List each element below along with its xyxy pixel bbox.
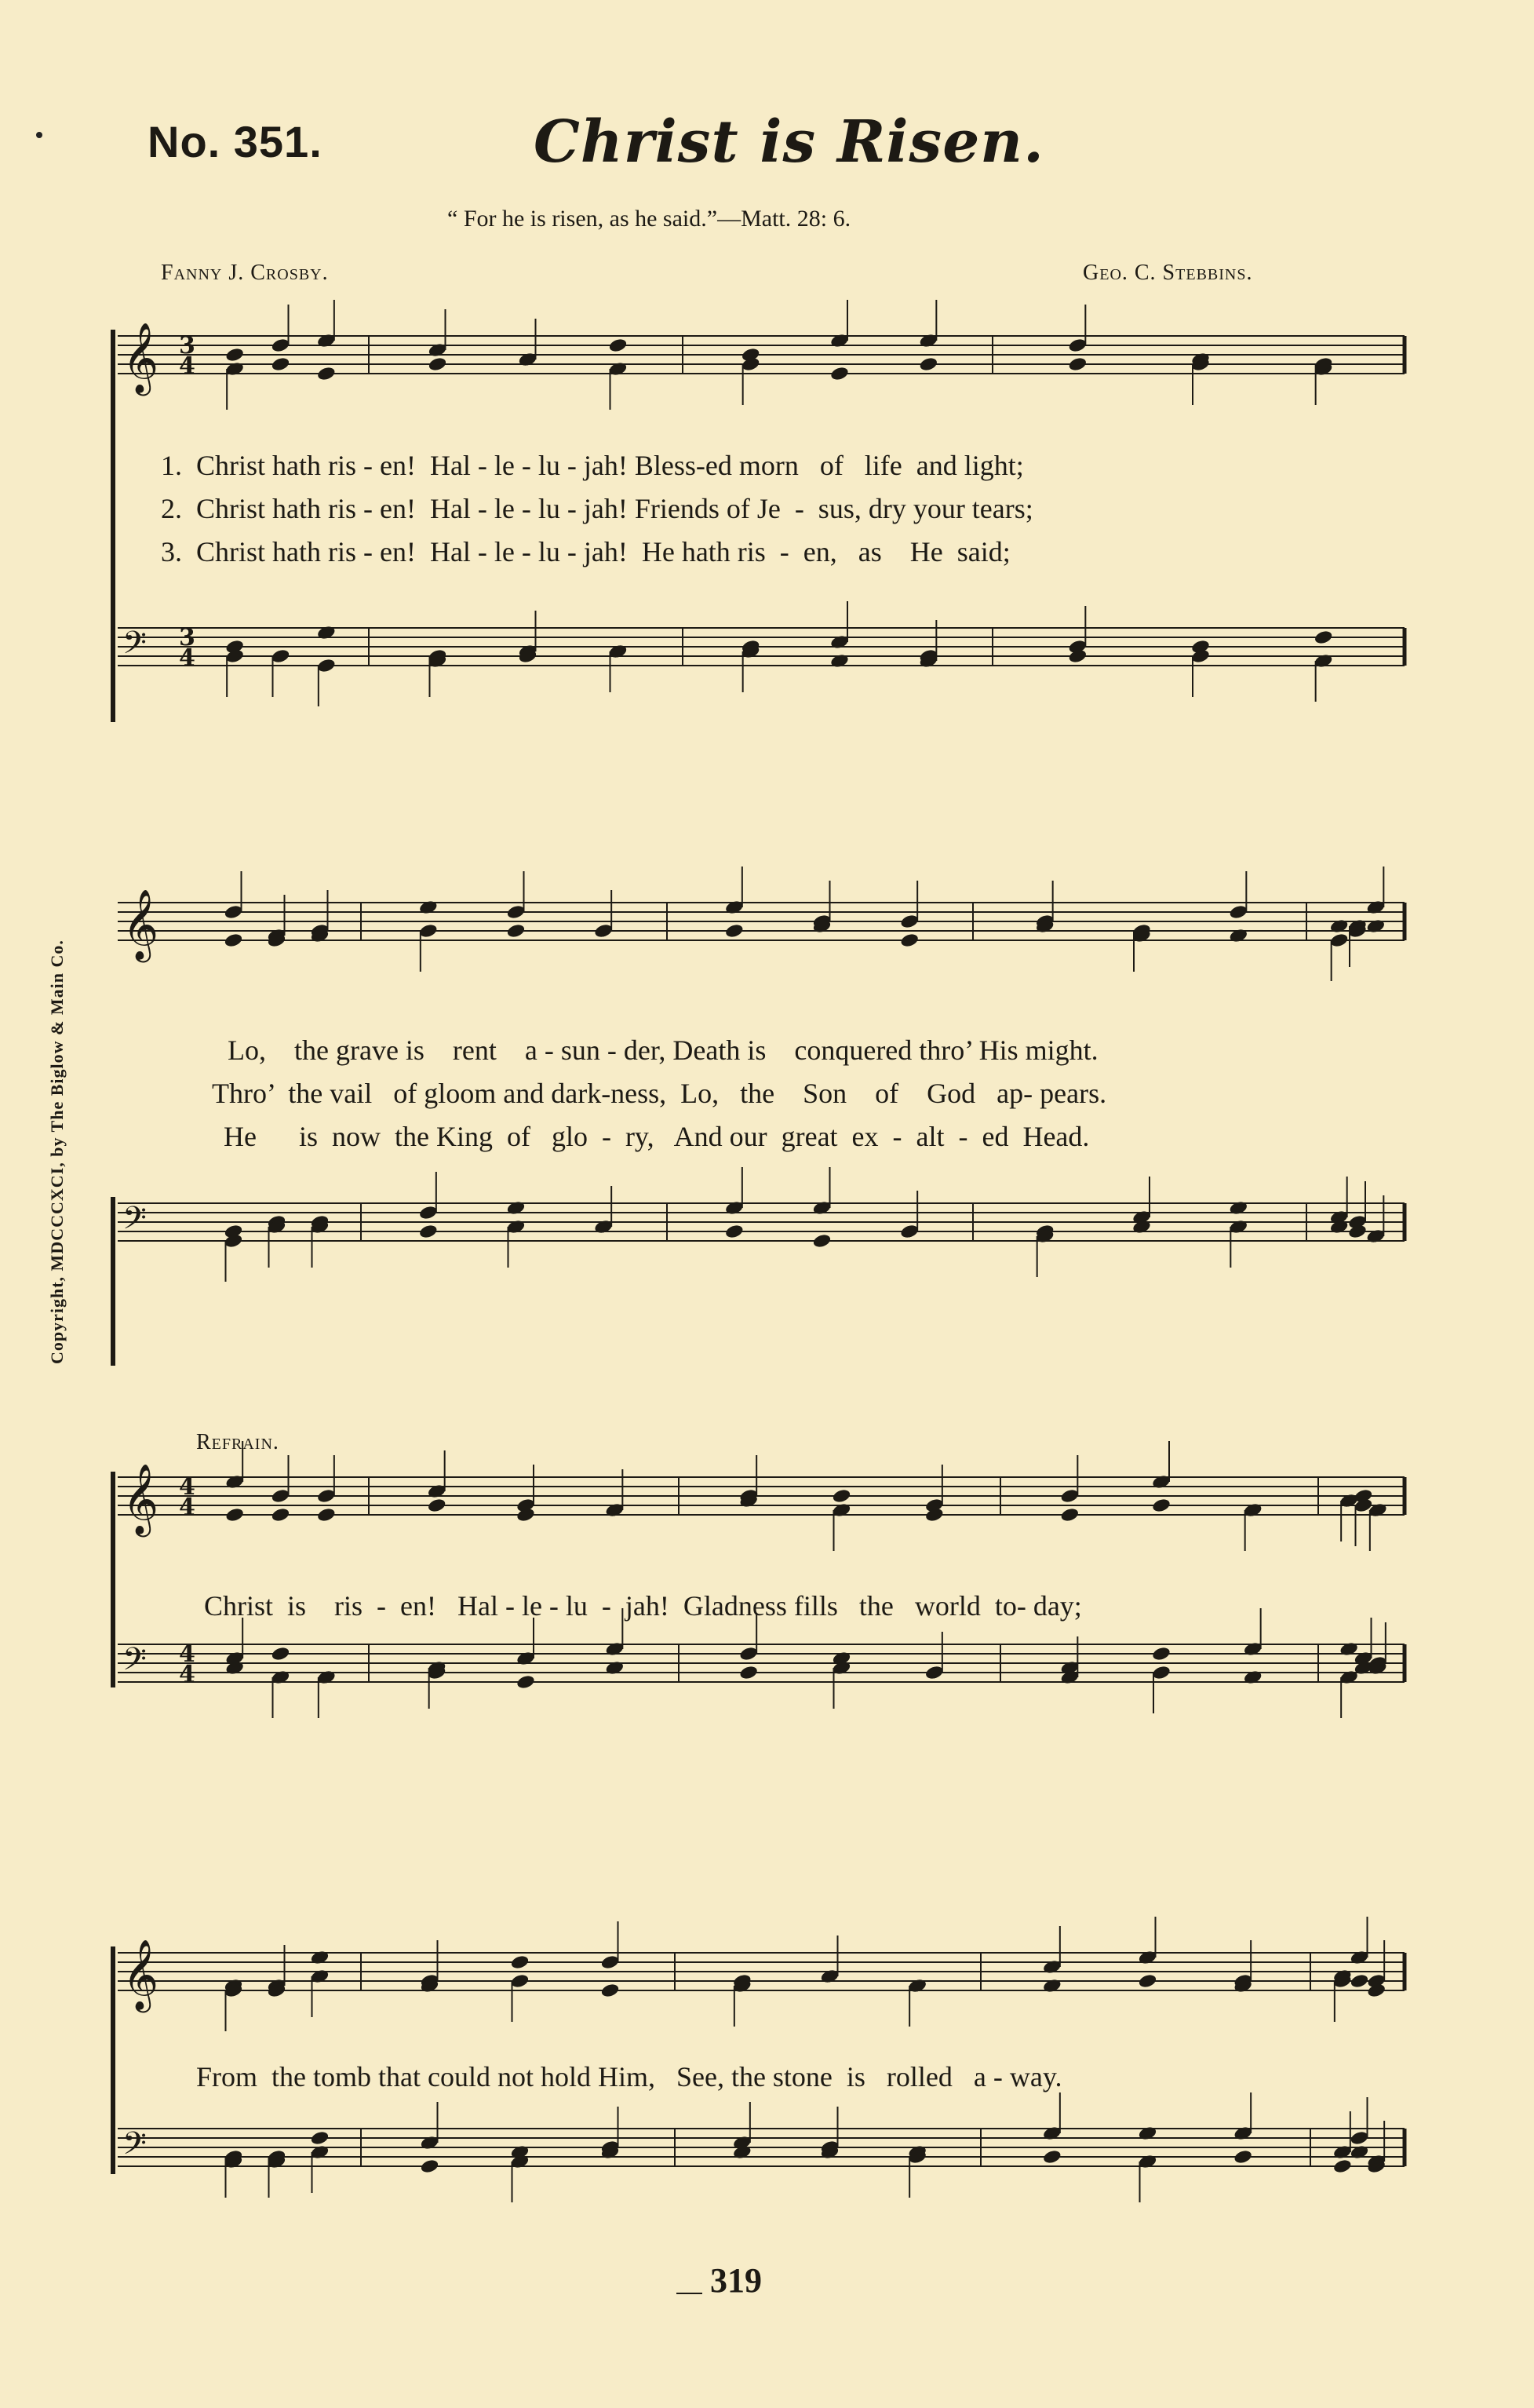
- note-head: [1042, 2149, 1062, 2165]
- note-head: [1138, 2154, 1157, 2170]
- time-signature-bottom: 4: [179, 352, 195, 380]
- note-head: [506, 1219, 526, 1235]
- note-head: [420, 2135, 439, 2151]
- note-head: [608, 361, 628, 378]
- note-head: [600, 1954, 620, 1971]
- composer-credit: Geo. C. Stebbins.: [1083, 261, 1253, 285]
- refrain-line-1: Christ is ris - en! Hal - le - lu - jah! Gladness fills the world to- day;: [204, 1590, 1082, 1622]
- note-head: [812, 1233, 832, 1250]
- note-head: [316, 1669, 336, 1686]
- note-head: [829, 333, 849, 349]
- note-head: [1060, 1507, 1080, 1523]
- note-head: [506, 1200, 526, 1217]
- note-head: [1332, 2158, 1352, 2175]
- note-head: [1314, 629, 1333, 646]
- note-head: [418, 899, 438, 916]
- note-head: [1151, 1646, 1171, 1662]
- note-head: [1229, 928, 1248, 944]
- note-head: [271, 1646, 290, 1662]
- note-head: [510, 1973, 530, 1990]
- epigraph: “ For he is risen, as he said.”—Matt. 28: 6.: [447, 206, 851, 232]
- note-head: [418, 923, 438, 939]
- note-head: [310, 2130, 330, 2147]
- note-head: [608, 644, 628, 660]
- treble-clef-icon: 𝄞: [122, 1939, 159, 2010]
- verse-2-line-2: Thro’ the vail of gloom and dark-ness, Lo, the Son of God ap- pears.: [212, 1078, 1107, 1109]
- time-signature-bottom: 4: [179, 644, 195, 672]
- note-head: [271, 1488, 290, 1505]
- note-head: [1138, 1973, 1157, 1990]
- note-head: [820, 1968, 840, 1985]
- note-head: [1138, 1950, 1157, 1966]
- note-head: [605, 1641, 625, 1658]
- note-head: [724, 1224, 744, 1240]
- page-number: 319: [710, 2261, 762, 2300]
- note-head: [1151, 1474, 1171, 1490]
- treble-clef-icon: 𝄞: [122, 889, 159, 960]
- treble-clef-icon: 𝄞: [122, 323, 159, 393]
- time-signature-bottom: 4: [179, 1494, 195, 1521]
- note-head: [271, 1669, 290, 1686]
- author-credit: Fanny J. Crosby.: [161, 261, 329, 285]
- note-head: [924, 1665, 944, 1681]
- note-head: [271, 1507, 290, 1523]
- note-head: [506, 923, 526, 939]
- note-head: [1138, 2125, 1157, 2142]
- note-head: [1042, 1959, 1062, 1976]
- hymn-number: No. 351.: [148, 117, 322, 166]
- refrain-line-2: From the tomb that could not hold Him, See, the stone is rolled a - way.: [196, 2061, 1062, 2092]
- verse-1-line-1: 1. Christ hath ris - en! Hal - le - lu - jah! Bless-ed morn of life and light;: [161, 450, 1024, 481]
- note-head: [1366, 918, 1386, 935]
- time-signature-top: 3: [179, 624, 195, 651]
- note-head: [724, 923, 744, 939]
- note-head: [1243, 1669, 1263, 1686]
- note-head: [1060, 1488, 1080, 1505]
- note-head: [1233, 2149, 1252, 2165]
- note-head: [428, 356, 447, 373]
- note-head: [316, 366, 336, 382]
- note-head: [1229, 904, 1248, 921]
- copyright-notice: Copyright, MDCCCXCI, by The Biglow & Main Co.: [47, 939, 67, 1364]
- note-head: [829, 366, 849, 382]
- note-head: [224, 932, 243, 949]
- note-head: [1151, 1498, 1171, 1514]
- note-head: [271, 337, 290, 354]
- note-head: [1350, 2130, 1369, 2147]
- note-head: [919, 333, 938, 349]
- bass-clef-icon: 𝄢: [122, 1641, 147, 1685]
- note-head: [316, 1488, 336, 1505]
- note-head: [1350, 2144, 1369, 2161]
- note-head: [316, 333, 336, 349]
- note-head: [1068, 337, 1088, 354]
- note-head: [899, 1224, 919, 1240]
- note-head: [1350, 1950, 1369, 1966]
- note-head: [516, 1674, 535, 1691]
- bass-clef-icon: 𝄢: [122, 1200, 147, 1244]
- note-head: [738, 1646, 758, 1662]
- note-head: [1366, 1228, 1386, 1245]
- note-head: [427, 1498, 446, 1514]
- note-head: [316, 1507, 336, 1523]
- note-head: [271, 356, 290, 373]
- note-head: [316, 658, 336, 674]
- note-head: [832, 1502, 851, 1519]
- note-head: [1329, 918, 1349, 935]
- verse-2-line-1: 2. Christ hath ris - en! Hal - le - lu - jah! Friends of Je - sus, dry your tears;: [161, 493, 1033, 524]
- note-head: [506, 904, 526, 921]
- bass-clef-icon: 𝄢: [122, 625, 147, 669]
- hymn-title: Christ is Risen.: [534, 108, 1044, 176]
- note-head: [724, 899, 744, 916]
- note-head: [593, 1219, 613, 1235]
- note-head: [1243, 1502, 1263, 1519]
- note-head: [593, 923, 613, 939]
- note-head: [812, 1200, 832, 1217]
- note-head: [310, 1968, 330, 1985]
- note-head: [516, 1651, 535, 1667]
- note-head: [1229, 1219, 1248, 1235]
- note-head: [418, 1224, 438, 1240]
- refrain-label: Refrain.: [196, 1430, 279, 1454]
- note-head: [1229, 1200, 1248, 1217]
- note-head: [1314, 653, 1333, 669]
- note-head: [420, 2158, 439, 2175]
- note-head: [310, 2144, 330, 2161]
- note-head: [829, 653, 849, 669]
- note-head: [1042, 2125, 1062, 2142]
- note-head: [224, 361, 244, 378]
- note-head: [510, 1954, 530, 1971]
- note-head: [608, 337, 628, 354]
- note-head: [1350, 1973, 1369, 1990]
- verse-3-line-1: 3. Christ hath ris - en! Hal - le - lu - jah! He hath ris - en, as He said;: [161, 536, 1011, 567]
- note-head: [724, 1200, 744, 1217]
- note-head: [605, 1660, 625, 1676]
- note-head: [224, 1474, 244, 1490]
- note-head: [1068, 356, 1088, 373]
- note-head: [899, 914, 919, 930]
- note-head: [316, 625, 336, 641]
- verse-3-line-2: He is now the King of glo - ry, And our great ex - alt - ed Head.: [224, 1121, 1090, 1152]
- note-head: [310, 1950, 330, 1966]
- note-head: [832, 1488, 851, 1505]
- note-head: [1329, 932, 1349, 949]
- time-signature-top: 3: [179, 332, 195, 359]
- note-head: [907, 1978, 927, 1994]
- note-head: [1042, 1978, 1062, 1994]
- note-head: [271, 648, 290, 665]
- note-head: [224, 904, 243, 921]
- note-head: [899, 932, 919, 949]
- note-head: [738, 1665, 758, 1681]
- note-head: [919, 356, 938, 373]
- note-head: [829, 634, 849, 651]
- note-head: [1233, 2125, 1252, 2142]
- note-head: [1339, 1641, 1358, 1658]
- note-head: [1151, 1665, 1171, 1681]
- bass-clef-icon: 𝄢: [122, 2125, 147, 2169]
- note-head: [224, 347, 244, 363]
- note-head: [600, 1983, 620, 1999]
- time-signature-top: 4: [179, 1640, 195, 1668]
- note-head: [1332, 2144, 1352, 2161]
- verse-1-line-2: Lo, the grave is rent a - sun - der, Death is conquered thro’ His might.: [228, 1034, 1099, 1066]
- note-head: [1366, 899, 1386, 916]
- note-head: [427, 1483, 446, 1500]
- note-head: [518, 352, 537, 368]
- note-head: [224, 1507, 244, 1523]
- note-head: [605, 1502, 625, 1519]
- note-head: [1243, 1641, 1263, 1658]
- time-signature-bottom: 4: [179, 1661, 195, 1688]
- note-head: [428, 342, 447, 359]
- treble-clef-icon: 𝄞: [122, 1464, 159, 1534]
- note-head: [418, 1205, 438, 1221]
- time-signature-top: 4: [179, 1473, 195, 1501]
